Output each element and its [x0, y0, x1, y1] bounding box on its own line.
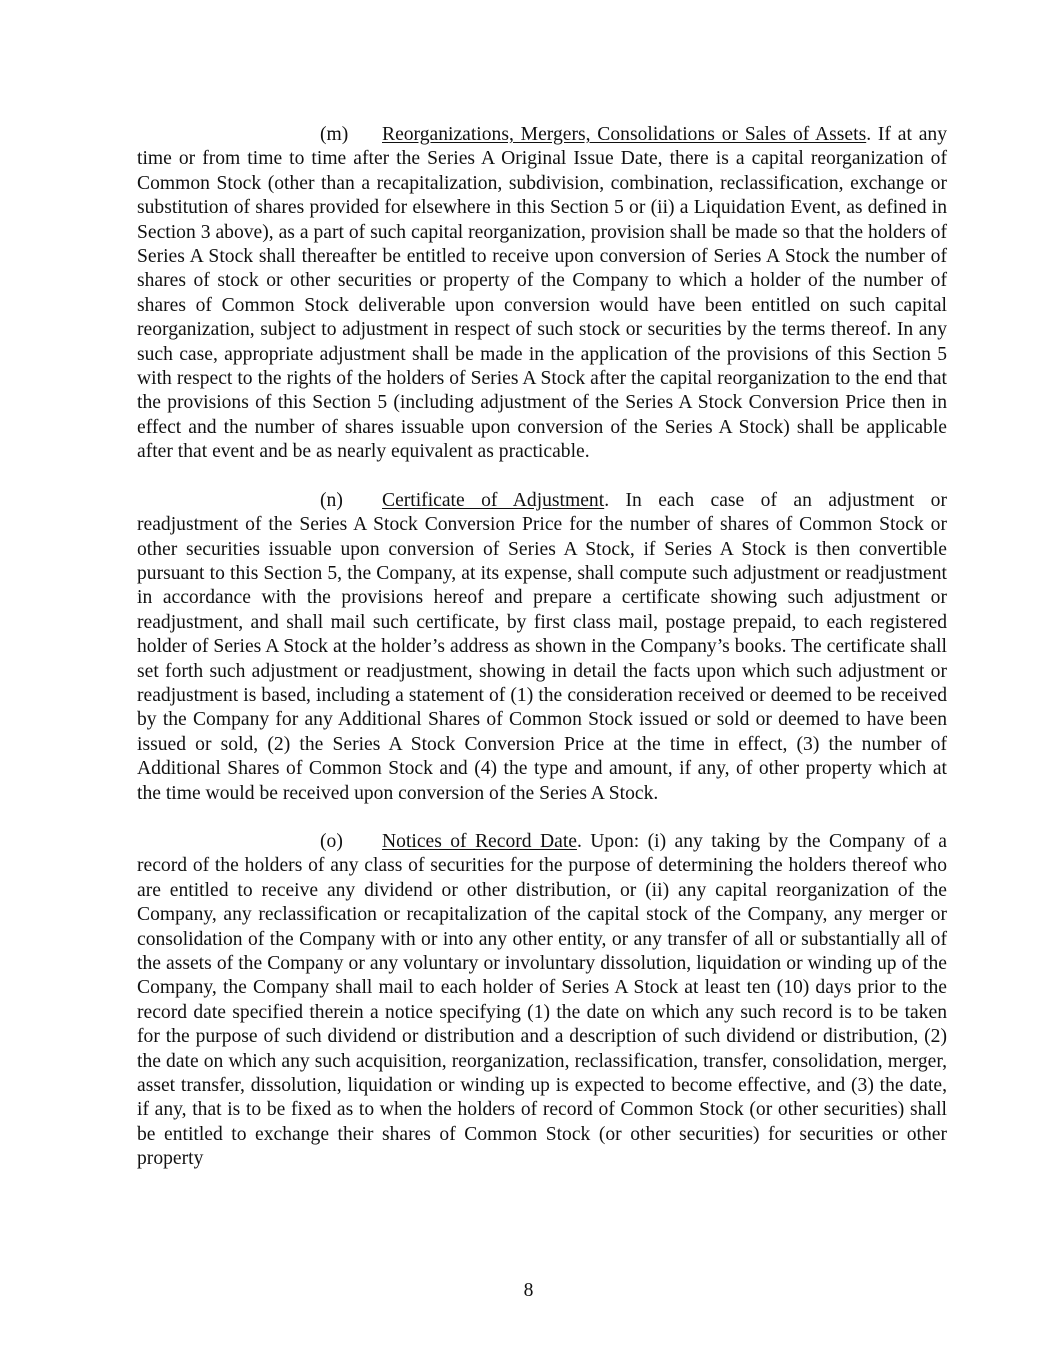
paragraph-body: . If at any time or from time to time after the Series A Original Issue Date, there is a capital reorganization of Common Stock (other than a recapitalization, subdivision, combination, reclassification, exchange or substitution of shares provided for elsewhere in this Section 5 or (ii) a Liquidation Event, as defined in Section 3 above), as a part of such capital reorganization, provision shall be made so that the holders of Series A Stock shall thereafter be entitled to receive upon conversion of Series A Stock the number of shares of stock or other securities or property of the Company to which a holder of the number of shares of Common Stock deliverable upon conversion would have been entitled on such capital reorganization, subject to adjustment in respect of such stock or securities by the terms thereof. In any such case, appropriate adjustment shall be made in the application of the provisions of this Section 5 with respect to the rights of the holders of Series A Stock after the capital reorganization to the end that the provisions of this Section 5 (including adjustment of the Series A Stock Conversion Price then in effect and the number of shares issuable upon conversion of the Series A Stock) shall be applicable after that event and be as nearly equivalent as practicable. [137, 124, 948, 463]
paragraph-m [137, 123, 947, 465]
paragraph-label: (n) [320, 489, 343, 511]
section-heading-certificate-of-adjustment: Certificate of Adjustment [382, 489, 605, 511]
paragraph-n [137, 489, 947, 806]
paragraph-body: . In each case of an adjustment or readjustment of the Series A Stock Conversion Price for the number of shares of Common Stock or other securities issuable upon conversion of Series A Stock, if Series A Stock is then convertible pursuant to this Section 5, the Company, at its expense, shall compute such adjustment or readjustment in accordance with the provisions hereof and prepare a certificate showing such adjustment or readjustment, and shall mail such certificate, by first class mail, postage prepaid, to each registered holder of Series A Stock at the holder’s address as shown in the Company’s books. The certificate shall set forth such adjustment or readjustment, showing in detail the facts upon which such adjustment or readjustment is based, including a statement of (1) the consideration received or deemed to be received by the Company for any Additional Shares of Common Stock issued or sold or deemed to have been issued or sold, (2) the Series A Stock Conversion Price at the time in effect, (3) the number of Additional Shares of Common Stock and (4) the type and amount, if any, of other property which at the time would be received upon conversion of the Series A Stock. [137, 489, 948, 804]
paragraph-label: (o) [320, 830, 343, 852]
paragraph-body: . Upon: (i) any taking by the Company of a record of the holders of any class of securities for the purpose of determining the holders thereof who are entitled to receive any dividend or other distribution, or (ii) any capital reorganization of the Company, any reclassification or recapitalization of the capital stock of the Company, any merger or consolidation of the Company with or into any other entity, or any transfer of all or substantially all of the assets of the Company or any voluntary or involuntary dissolution, liquidation or winding up of the Company, the Company shall mail to each holder of Series A Stock at least ten (10) days prior to the record date specified therein a notice specifying (1) the date on which any such record is to be taken for the purpose of such dividend or distribution and a description of such dividend or distribution, (2) the date on which any such acquisition, reorganization, reclassification, transfer, consolidation, merger, asset transfer, dissolution, liquidation or winding up is expected to become effective, and (3) the date, if any, that is to be fixed as to when the holders of record of Common Stock (or other securities) shall be entitled to exchange their shares of Common Stock (or other securities) for securities or other property [137, 830, 947, 1170]
section-heading-reorganizations: Reorganizations, Mergers, Consolidations or Sales of Assets [382, 124, 867, 145]
paragraph-o [137, 830, 947, 1172]
document-body [137, 123, 947, 1196]
page-number: 8 [523, 1280, 534, 1301]
paragraph-label: (m) [320, 124, 349, 145]
section-heading-notices-of-record-date: Notices of Record Date [382, 830, 577, 852]
